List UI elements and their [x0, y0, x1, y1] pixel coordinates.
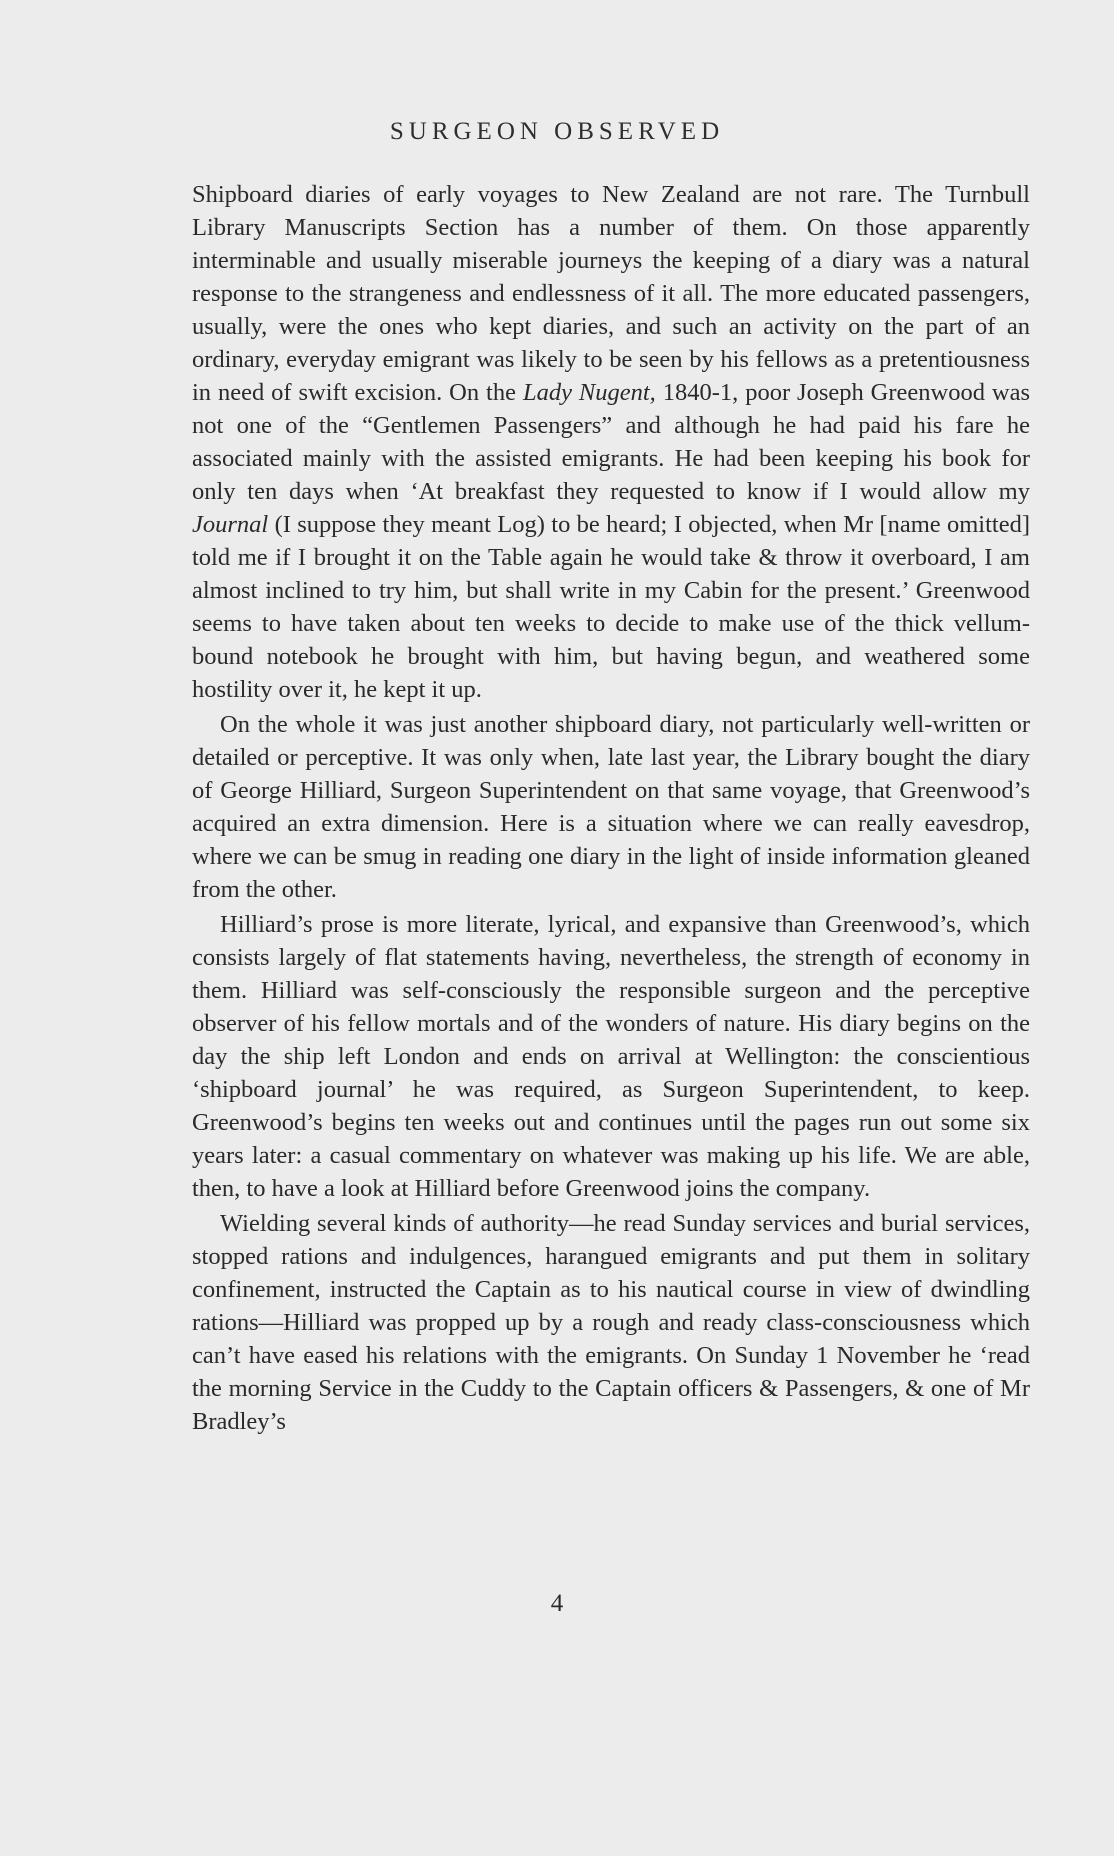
paragraph-1-part-b: 1840-1, poor Joseph Greenwood was not one of the “Gentlemen Passengers” and although he had paid his fare he associated mainly with the assisted emigrants. He had been keeping his book for only ten days when ‘At breakfast they requested to know if I would allow my	[192, 379, 1030, 505]
running-head: SURGEON OBSERVED	[389, 118, 725, 145]
journal-word: Journal	[192, 511, 269, 538]
page-number: 4	[550, 1590, 564, 1617]
paragraph-1	[192, 178, 1030, 706]
paragraph-1-part-a: Shipboard diaries of early voyages to New Zealand are not rare. The Turnbull Library Manuscripts Section has a number of them. On those apparently interminable and usually miserable journeys the keeping of a diary was a natural response to the strangeness and endlessness of it all. The more educated passengers, usually, were the ones who kept diaries, and such an activity on the part of an ordinary, everyday emigrant was likely to be seen by his fellows as a pretentiousness in need of swift excision. On the	[192, 181, 1030, 406]
paragraph-3: Hilliard’s prose is more literate, lyrical, and expansive than Greenwood’s, which consists largely of flat statements having, nevertheless, the strength of economy in them. Hilliard was self-consciously the responsible surgeon and the perceptive observer of his fellow mortals and of the wonders of nature. His diary begins on the day the ship left London and ends on arrival at Wellington: the conscientious ‘shipboard journal’ he was required, as Surgeon Superintendent, to keep. Greenwood’s begins ten weeks out and continues until the pages run out some six years later: a casual commentary on whatever was making up his life. We are able, then, to have a look at Hilliard before Greenwood joins the company.	[192, 911, 1030, 1202]
paragraph-4: Wielding several kinds of authority—he read Sunday services and burial services, stopped rations and indulgences, harangued emigrants and put them in solitary confinement, instructed the Captain as to his nautical course in view of dwindling rations—Hilliard was propped up by a rough and ready class-consciousness which can’t have eased his relations with the emigrants. On Sunday 1 November he ‘read the morning Service in the Cuddy to the Captain officers & Passengers, & one of Mr Bradley’s	[192, 1210, 1030, 1435]
body-text	[192, 178, 1030, 1440]
paragraph-1-part-c: (I suppose they meant Log) to be heard; I objected, when Mr [name omitted] told me if I brought it on the Table again he would take & throw it overboard, I am almost inclined to try him, but shall write in my Cabin for the present.’ Greenwood seems to have taken about ten weeks to decide to make use of the thick vellum-bound notebook he brought with him, but having begun, and weathered some hostility over it, he kept it up.	[192, 511, 1030, 703]
paragraph-2: On the whole it was just another shipboard diary, not particularly well-written or detailed or perceptive. It was only when, late last year, the Library bought the diary of George Hilliard, Surgeon Superintendent on that same voyage, that Greenwood’s acquired an extra dimension. Here is a situation where we can really eavesdrop, where we can be smug in reading one diary in the light of inside information gleaned from the other.	[192, 711, 1030, 903]
ship-name: Lady Nugent,	[522, 379, 656, 406]
